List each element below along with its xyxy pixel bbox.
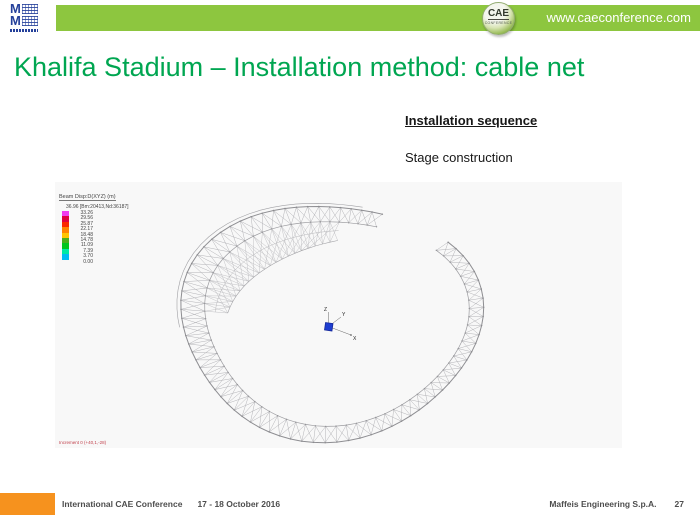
legend-value: 14.78 [80,236,93,243]
footer-left [62,493,280,515]
legend-value: 11.09 [80,242,93,249]
legend-value: 0.00 [83,258,93,265]
page-title: Khalifa Stadium – Installation method: cable net [14,52,585,82]
maffeis-logo-grid [22,4,38,14]
legend-title: Beam Disp:D(XYZ) (m) [59,194,116,200]
legend-value: 25.87 [80,220,93,227]
legend-value: 3.70 [83,253,93,260]
legend-value: 29.56 [80,215,93,222]
stadium-wireframe [55,182,622,448]
cae-logo [482,2,515,35]
maffeis-logo-letter: M [10,13,21,28]
legend-scale [62,211,129,265]
contour-legend [59,185,129,265]
triad-origin-cube [325,323,333,331]
maffeis-logo-caption [10,29,38,32]
triad-y-label: Y [342,312,346,318]
cable-net-mesh [205,222,340,313]
triad-x-label: X [353,336,357,342]
maffeis-logo [10,3,41,37]
footer-company: Maffeis Engineering S.p.A. [549,499,657,509]
footer-accent-block [0,493,55,515]
maffeis-logo-row [10,15,41,27]
stage-label: Stage construction [405,150,513,165]
footer-right [549,493,684,515]
legend-value: 18.48 [80,231,93,238]
legend-value: 22.17 [80,226,93,233]
footer-conference: International CAE Conference [62,499,183,509]
section-heading: Installation sequence [405,113,538,128]
page-number: 27 [674,499,684,509]
legend-value: 7.39 [83,247,93,254]
cae-logo-subtext: CONFERENCE [484,21,513,25]
legend-row [62,260,129,265]
legend-swatch [62,260,69,265]
header-bar [56,5,700,31]
triad-z-label: Z [324,307,328,313]
maffeis-logo-letter: M [10,1,21,16]
legend-value: 33.26 [80,209,93,216]
maffeis-logo-grid [22,16,38,26]
footer-dates: 17 - 18 October 2016 [197,499,281,509]
conference-website: www.caeconference.com [546,10,691,25]
fea-viewer [55,182,622,448]
cae-logo-text: CAE [487,8,510,19]
increment-label: Increment 0 (+40,1,-28) [59,440,107,445]
legend-peak-value: 36.96 [Bm:20413,Nd:36187] [66,204,129,210]
axis-triad [324,307,357,342]
